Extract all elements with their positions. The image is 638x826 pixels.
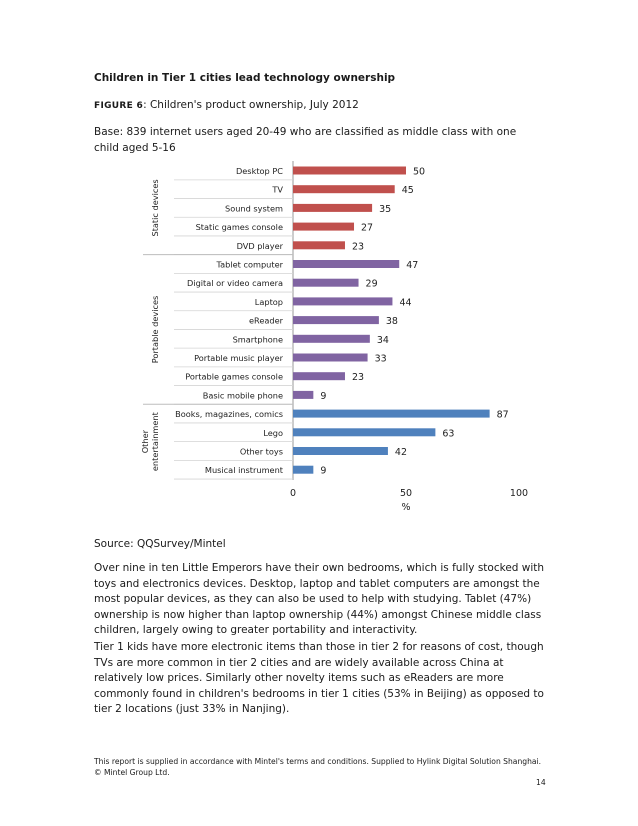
bar-label: Portable music player xyxy=(194,353,283,363)
bar-label: Portable games console xyxy=(185,371,283,382)
bar-label: Books, magazines, comics xyxy=(175,409,283,420)
bar-label: Digital or video camera xyxy=(186,278,283,289)
x-tick-label: 100 xyxy=(509,488,529,499)
bar xyxy=(293,354,368,362)
bar-label: eReader xyxy=(248,315,283,326)
paragraph-1: Over nine in ten Little Emperors have their own bedrooms, which is fully stocked with toys and electronics devices. Desktop, laptop and tablet computers are amongst the most popular devices, as they can also be used to help with studying. Tablet (47%) ownership is now higher than laptop ownership (44%) amongst Chinese middle class children, largely owing to greater portability and interactivity. xyxy=(94,562,545,637)
x-axis-title: % xyxy=(401,502,411,513)
bar xyxy=(293,279,359,287)
source-note: Source: QQSurvey/Mintel xyxy=(94,538,226,550)
bar-value-label: 23 xyxy=(351,372,365,384)
bar xyxy=(293,372,345,380)
bar xyxy=(293,204,372,212)
bar-label: Tablet computer xyxy=(216,259,283,270)
base-note: Base: 839 internet users aged 20-49 who are classified as middle class with one child aged 5-16 xyxy=(94,126,517,154)
bar-label: Sound system xyxy=(225,203,283,214)
bar-value-label: 45 xyxy=(401,185,414,197)
bar-value-label: 29 xyxy=(365,278,378,290)
bar-label: Static games console xyxy=(195,222,283,233)
bar-value-label: 42 xyxy=(394,447,408,458)
bar-value-label: 87 xyxy=(496,409,509,421)
bar-label: Laptop xyxy=(254,296,283,307)
bar-value-label: 34 xyxy=(376,334,389,346)
bar xyxy=(293,223,354,231)
figure-caption-text: : Children's product ownership, July 2012 xyxy=(143,99,359,111)
figure-label: FIGURE 6 xyxy=(94,101,144,111)
bar-value-label: 50 xyxy=(413,166,426,178)
bar-label: Musical instrument xyxy=(204,465,283,476)
bar-value-label: 47 xyxy=(406,260,419,271)
bar-label: Basic mobile phone xyxy=(202,390,283,401)
bar xyxy=(293,185,395,193)
bar-value-label: 23 xyxy=(351,241,365,253)
bar xyxy=(293,447,388,455)
bar-value-label: 27 xyxy=(361,222,374,234)
bar xyxy=(293,410,490,418)
bar-value-label: 44 xyxy=(399,297,412,309)
bar xyxy=(293,260,399,268)
bar xyxy=(293,335,370,343)
bar-label: Smartphone xyxy=(232,334,283,345)
bar-value-label: 38 xyxy=(385,316,398,328)
group-label: Portable devices xyxy=(150,295,160,364)
bar-value-label: 33 xyxy=(374,353,387,365)
bar-label: Other toys xyxy=(239,446,283,457)
bar xyxy=(293,466,313,474)
bar-label: Lego xyxy=(263,427,283,438)
x-tick-label: 50 xyxy=(399,488,413,499)
footer-notice: This report is supplied in accordance with Mintel's terms and conditions. Supplied to Hylink Digital Solution Shanghai. xyxy=(94,757,542,766)
x-tick-label: 0 xyxy=(289,488,297,499)
paragraph-2: Tier 1 kids have more electronic items than those in tier 2 for reasons of cost, though TVs are more common in tier 2 cities and are widely available across China at relatively low prices. Similarly other novelty items such as eReaders are more commonly found in children's bedrooms in tier 1 cities (53% in Beijing) as opposed to tier 2 locations (just 33% in Nanjing). xyxy=(94,641,544,716)
bar-label: Desktop PC xyxy=(235,166,283,176)
bar-value-label: 63 xyxy=(442,428,455,440)
bar xyxy=(293,428,435,436)
group-label: Static devices xyxy=(150,179,160,237)
bar-label: DVD player xyxy=(236,240,283,251)
page-number: 14 xyxy=(536,778,546,787)
footer xyxy=(94,757,544,778)
section-heading: Children in Tier 1 cities lead technology ownership xyxy=(94,72,396,84)
bar xyxy=(293,297,392,305)
bar-value-label: 35 xyxy=(379,203,392,215)
footer-copyright: © Mintel Group Ltd. xyxy=(94,767,170,777)
bar-label: TV xyxy=(272,184,283,195)
bar-value-label: 9 xyxy=(320,465,327,477)
bar xyxy=(293,241,345,249)
bar-value-label: 9 xyxy=(320,390,327,402)
bar xyxy=(293,391,313,399)
group-label: Otherentertainment xyxy=(140,412,160,472)
bar xyxy=(293,167,406,175)
bar xyxy=(293,316,379,324)
